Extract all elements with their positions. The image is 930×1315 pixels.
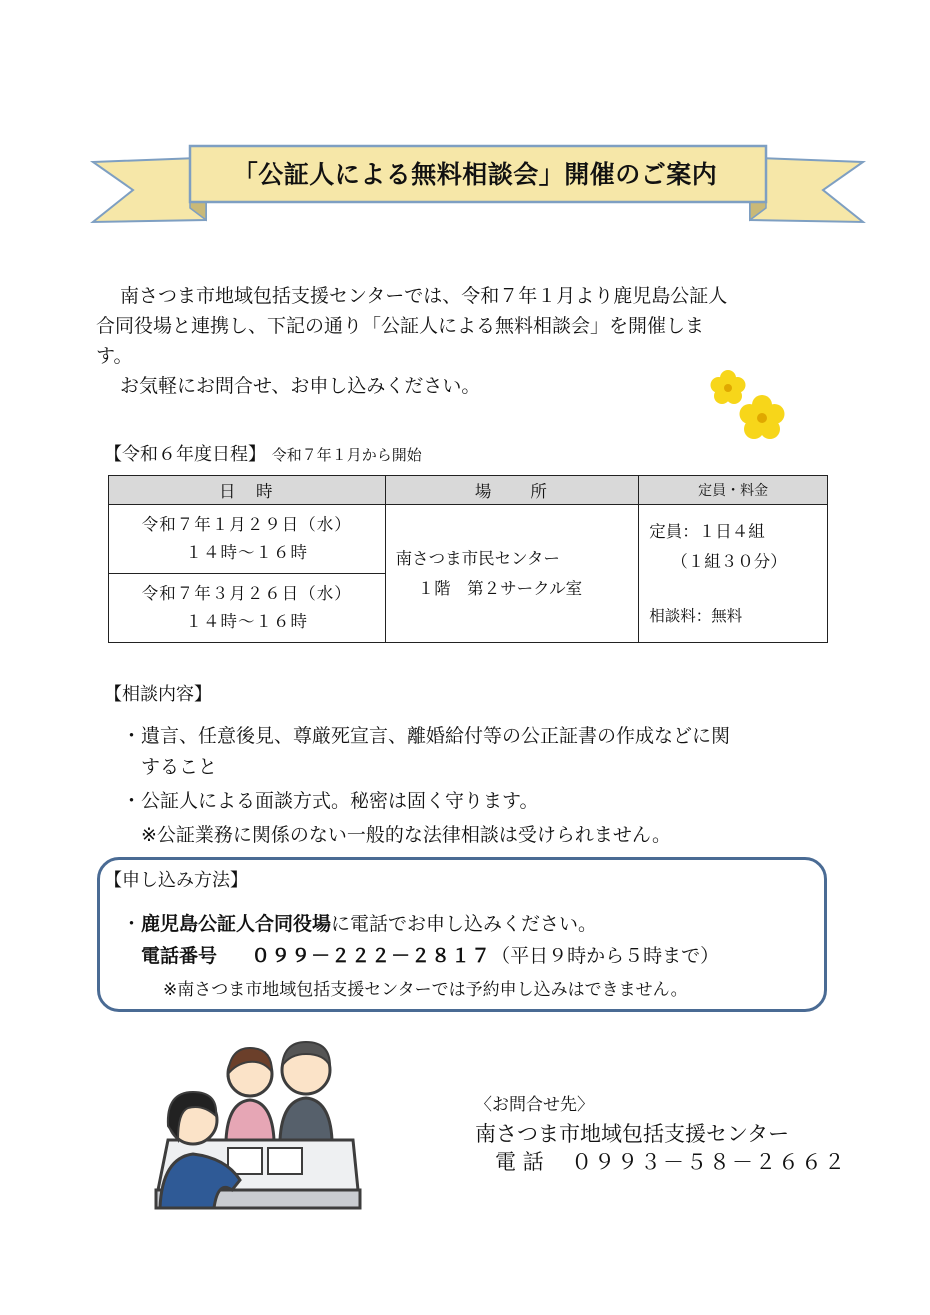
content-item-1-cont: すること [141, 756, 218, 778]
schedule-note: 令和７年１月から開始 [271, 446, 422, 464]
contact-label: 〈お問合せ先〉 [475, 1095, 594, 1115]
intro-line-4: お気軽にお問合せ、お申し込みください。 [120, 375, 481, 397]
schedule-table [108, 475, 828, 643]
contact-phone: ０９９３－５８－２６６２ [571, 1150, 848, 1174]
table-header-row [109, 476, 828, 505]
phone-number: ０９９－２２２－２８１７ [251, 945, 492, 967]
content-item-1: ・遺言、任意後見、尊厳死宣言、離婚給付等の公正証書の作成などに関 [122, 725, 731, 747]
schedule-date-cell [109, 505, 386, 574]
consultation-illustration [148, 1030, 368, 1215]
office-hours: （平日９時から５時まで） [491, 945, 720, 967]
content-item-2: ・公証人による面談方式。秘密は固く守ります。 [122, 790, 539, 812]
column-header-datetime: 日 時 [109, 476, 386, 505]
schedule-title: 【令和６年度日程】 [104, 444, 266, 465]
schedule-time: １４時～１６時 [185, 543, 309, 562]
page-title: 「公証人による無料相談会」開催のご案内 [232, 160, 718, 189]
phone-line [141, 941, 719, 972]
schedule-date: 令和７年３月２６日（水） [141, 584, 352, 603]
capacity-detail: （１組３０分） [671, 551, 787, 571]
contact-organization: 南さつま市地域包括支援センター [475, 1122, 790, 1146]
capacity: 定員：１日４組 [649, 521, 765, 541]
venue-room: １階 第２サークル室 [417, 578, 583, 598]
column-header-capacity: 定員・料金 [639, 476, 828, 505]
schedule-date-cell [109, 574, 386, 643]
phone-label: 電話番号 [141, 945, 218, 967]
consultation-fee: 相談料：無料 [649, 606, 743, 625]
column-header-place: 場 所 [385, 476, 639, 505]
capacity-cell [639, 505, 828, 643]
contact-phone-label: 電 話 [495, 1150, 544, 1174]
apply-instruction [122, 909, 597, 940]
intro-line-2: 合同役場と連携し、下記の通り「公証人による無料相談会」を開催しま [96, 315, 705, 337]
intro-line-1: 南さつま市地域包括支援センターでは、令和７年１月より鹿児島公証人 [120, 285, 728, 307]
content-heading: 【相談内容】 [104, 684, 212, 705]
intro-line-3: す。 [96, 345, 133, 367]
apply-heading: 【申し込み方法】 [104, 870, 248, 891]
contact-phone-line [495, 1146, 847, 1176]
table-row [109, 505, 828, 574]
office-name: 鹿児島公証人合同役場 [141, 913, 332, 935]
apply-note: ※南さつま市地域包括支援センターでは予約申し込みはできません。 [163, 980, 688, 1000]
schedule-heading [104, 440, 422, 466]
flowers-illustration [700, 360, 800, 450]
bullet: ・ [122, 913, 142, 935]
venue-cell [385, 505, 639, 643]
venue-name: 南さつま市民センター [395, 548, 560, 568]
apply-instruction-text: に電話でお申し込みください。 [331, 913, 598, 935]
content-note: ※公証業務に関係のない一般的な法律相談は受けられません。 [141, 824, 672, 846]
schedule-date: 令和７年１月２９日（水） [141, 515, 352, 534]
schedule-time: １４時～１６時 [185, 612, 309, 631]
